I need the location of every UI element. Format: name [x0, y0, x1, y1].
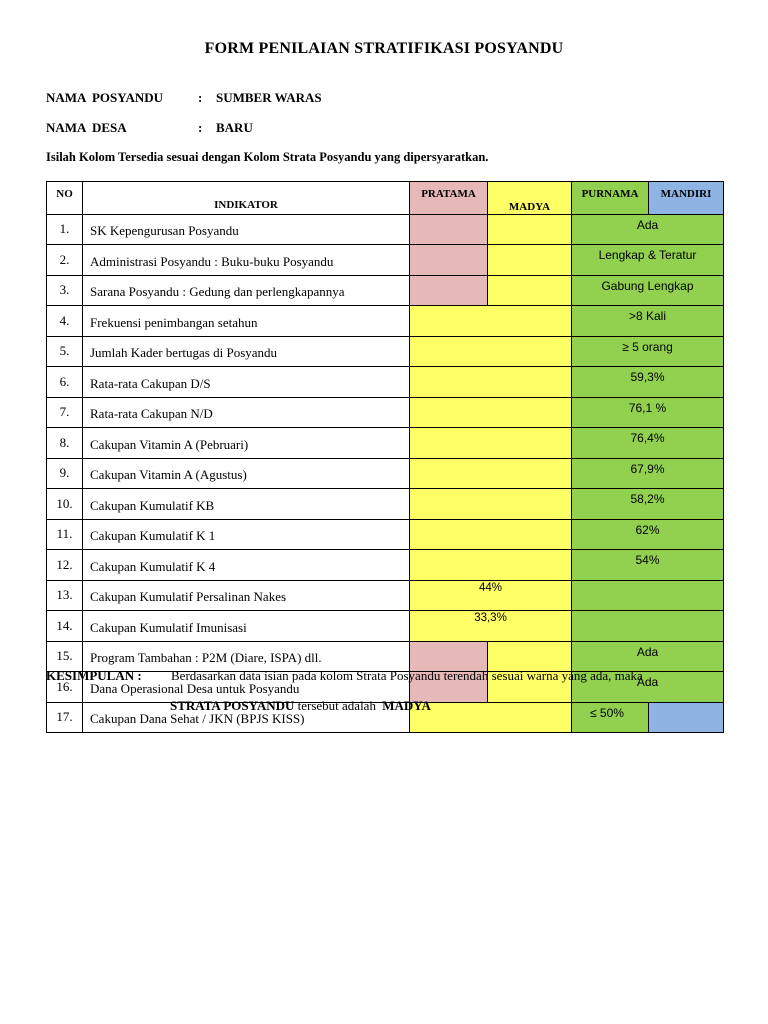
- row-number: 14.: [47, 611, 83, 642]
- row-number: 10.: [47, 489, 83, 520]
- row-number: 16.: [47, 672, 83, 703]
- posyandu-name-value: SUMBER WARAS: [216, 90, 322, 105]
- conclusion-label: KESIMPULAN :: [46, 668, 142, 683]
- pratama-madya-cell: [410, 306, 572, 337]
- madya-cell: [488, 245, 572, 276]
- row-number: 2.: [47, 245, 83, 276]
- header-purnama: PURNAMA: [572, 182, 649, 215]
- row-value: ≥ 5 orang: [572, 336, 724, 367]
- header-pratama: PRATAMA: [410, 182, 488, 215]
- row-value: Gabung Lengkap: [572, 275, 724, 306]
- row-indicator: Cakupan Vitamin A (Agustus): [83, 458, 410, 489]
- pratama-cell: [410, 245, 488, 276]
- header-mandiri: MANDIRI: [649, 182, 724, 215]
- row-number: 3.: [47, 275, 83, 306]
- madya-cell: [488, 275, 572, 306]
- header-indikator: INDIKATOR: [83, 182, 410, 215]
- row-value: 58,2%: [572, 489, 724, 520]
- table-row: [47, 611, 724, 642]
- row-number: 11.: [47, 519, 83, 550]
- row-number: 12.: [47, 550, 83, 581]
- village-name-row: [46, 120, 253, 136]
- row-indicator: Program Tambahan : P2M (Diare, ISPA) dll.: [83, 641, 410, 672]
- row-value: 33,3%: [410, 611, 572, 642]
- posyandu-name-label: NAMA POSYANDU: [46, 90, 163, 105]
- row-indicator: Administrasi Posyandu : Buku-buku Posyandu: [83, 245, 410, 276]
- row-number: 1.: [47, 214, 83, 245]
- table-row: [47, 428, 724, 459]
- row-value: Ada: [572, 214, 724, 245]
- row-value: 62%: [572, 519, 724, 550]
- purnama-mandiri-cell: [572, 611, 724, 642]
- table-row: [47, 214, 724, 245]
- strata-value: MADYA: [382, 698, 431, 713]
- header-madya: MADYA: [488, 182, 572, 215]
- pratama-madya-cell: [410, 397, 572, 428]
- row-number: 8.: [47, 428, 83, 459]
- row-value: >8 Kali: [572, 306, 724, 337]
- strata-text: tersebut adalah: [297, 698, 376, 713]
- conclusion: [46, 668, 643, 684]
- row-value: Ada: [572, 672, 724, 703]
- table-row: [47, 275, 724, 306]
- row-value: 59,3%: [572, 367, 724, 398]
- row-value: ≤ 50%: [572, 702, 649, 733]
- table-row: [47, 306, 724, 337]
- colon: :: [198, 120, 203, 135]
- row-number: 9.: [47, 458, 83, 489]
- table-row: [47, 641, 724, 672]
- row-value: Ada: [572, 641, 724, 672]
- village-name-label: NAMA DESA: [46, 120, 127, 135]
- stratification-table: [46, 181, 724, 733]
- row-indicator: Cakupan Kumulatif K 4: [83, 550, 410, 581]
- row-indicator: Cakupan Vitamin A (Pebruari): [83, 428, 410, 459]
- colon: :: [198, 90, 203, 105]
- pratama-madya-cell: [410, 519, 572, 550]
- pratama-cell: [410, 214, 488, 245]
- table-row: [47, 519, 724, 550]
- posyandu-name-row: [46, 90, 322, 106]
- pratama-cell: [410, 641, 488, 672]
- row-indicator: Cakupan Dana Sehat / JKN (BPJS KISS): [83, 702, 410, 733]
- form-title: FORM PENILAIAN STRATIFIKASI POSYANDU: [204, 40, 564, 57]
- table-row: [47, 367, 724, 398]
- row-indicator: Cakupan Kumulatif KB: [83, 489, 410, 520]
- row-number: 15.: [47, 641, 83, 672]
- strata-label: STRATA POSYANDU: [170, 698, 295, 713]
- pratama-madya-cell: [410, 550, 572, 581]
- row-indicator: SK Kepengurusan Posyandu: [83, 214, 410, 245]
- row-value: 76,1 %: [572, 397, 724, 428]
- row-value: 76,4%: [572, 428, 724, 459]
- row-indicator: Jumlah Kader bertugas di Posyandu: [83, 336, 410, 367]
- table-row: [47, 397, 724, 428]
- conclusion-text: Berdasarkan data isian pada kolom Strata Posyandu terendah sesuai warna yang ada, maka: [171, 668, 643, 683]
- row-indicator: Frekuensi penimbangan setahun: [83, 306, 410, 337]
- row-number: 17.: [47, 702, 83, 733]
- pratama-cell: [410, 275, 488, 306]
- table-row: [47, 580, 724, 611]
- row-value: Lengkap & Teratur: [572, 245, 724, 276]
- table-row: [47, 489, 724, 520]
- table-row: [47, 458, 724, 489]
- row-indicator: Dana Operasional Desa untuk Posyandu: [83, 672, 410, 703]
- mandiri-cell: [649, 702, 724, 733]
- row-indicator: Rata-rata Cakupan D/S: [83, 367, 410, 398]
- pratama-madya-cell: [410, 428, 572, 459]
- row-value: 54%: [572, 550, 724, 581]
- village-name-value: BARU: [216, 120, 253, 135]
- row-number: 6.: [47, 367, 83, 398]
- pratama-madya-cell: [410, 336, 572, 367]
- madya-cell: [488, 641, 572, 672]
- table-row: [47, 336, 724, 367]
- row-indicator: Cakupan Kumulatif Imunisasi: [83, 611, 410, 642]
- madya-cell: [488, 214, 572, 245]
- instruction-text: Isilah Kolom Tersedia sesuai dengan Kolom Strata Posyandu yang dipersyaratkan.: [46, 150, 489, 164]
- row-indicator: Sarana Posyandu : Gedung dan perlengkapannya: [83, 275, 410, 306]
- header-no: NO: [47, 182, 83, 215]
- table-row: [47, 550, 724, 581]
- table-header-row: [47, 182, 724, 215]
- pratama-madya-cell: [410, 702, 572, 733]
- row-number: 13.: [47, 580, 83, 611]
- row-value: 44%: [410, 580, 572, 611]
- pratama-madya-cell: [410, 489, 572, 520]
- pratama-madya-cell: [410, 458, 572, 489]
- purnama-mandiri-cell: [572, 580, 724, 611]
- table-row: [47, 245, 724, 276]
- row-indicator: Cakupan Kumulatif Persalinan Nakes: [83, 580, 410, 611]
- row-indicator: Cakupan Kumulatif K 1: [83, 519, 410, 550]
- row-number: 4.: [47, 306, 83, 337]
- row-number: 7.: [47, 397, 83, 428]
- row-value: 67,9%: [572, 458, 724, 489]
- row-number: 5.: [47, 336, 83, 367]
- strata-result: [170, 698, 431, 714]
- pratama-madya-cell: [410, 367, 572, 398]
- row-indicator: Rata-rata Cakupan N/D: [83, 397, 410, 428]
